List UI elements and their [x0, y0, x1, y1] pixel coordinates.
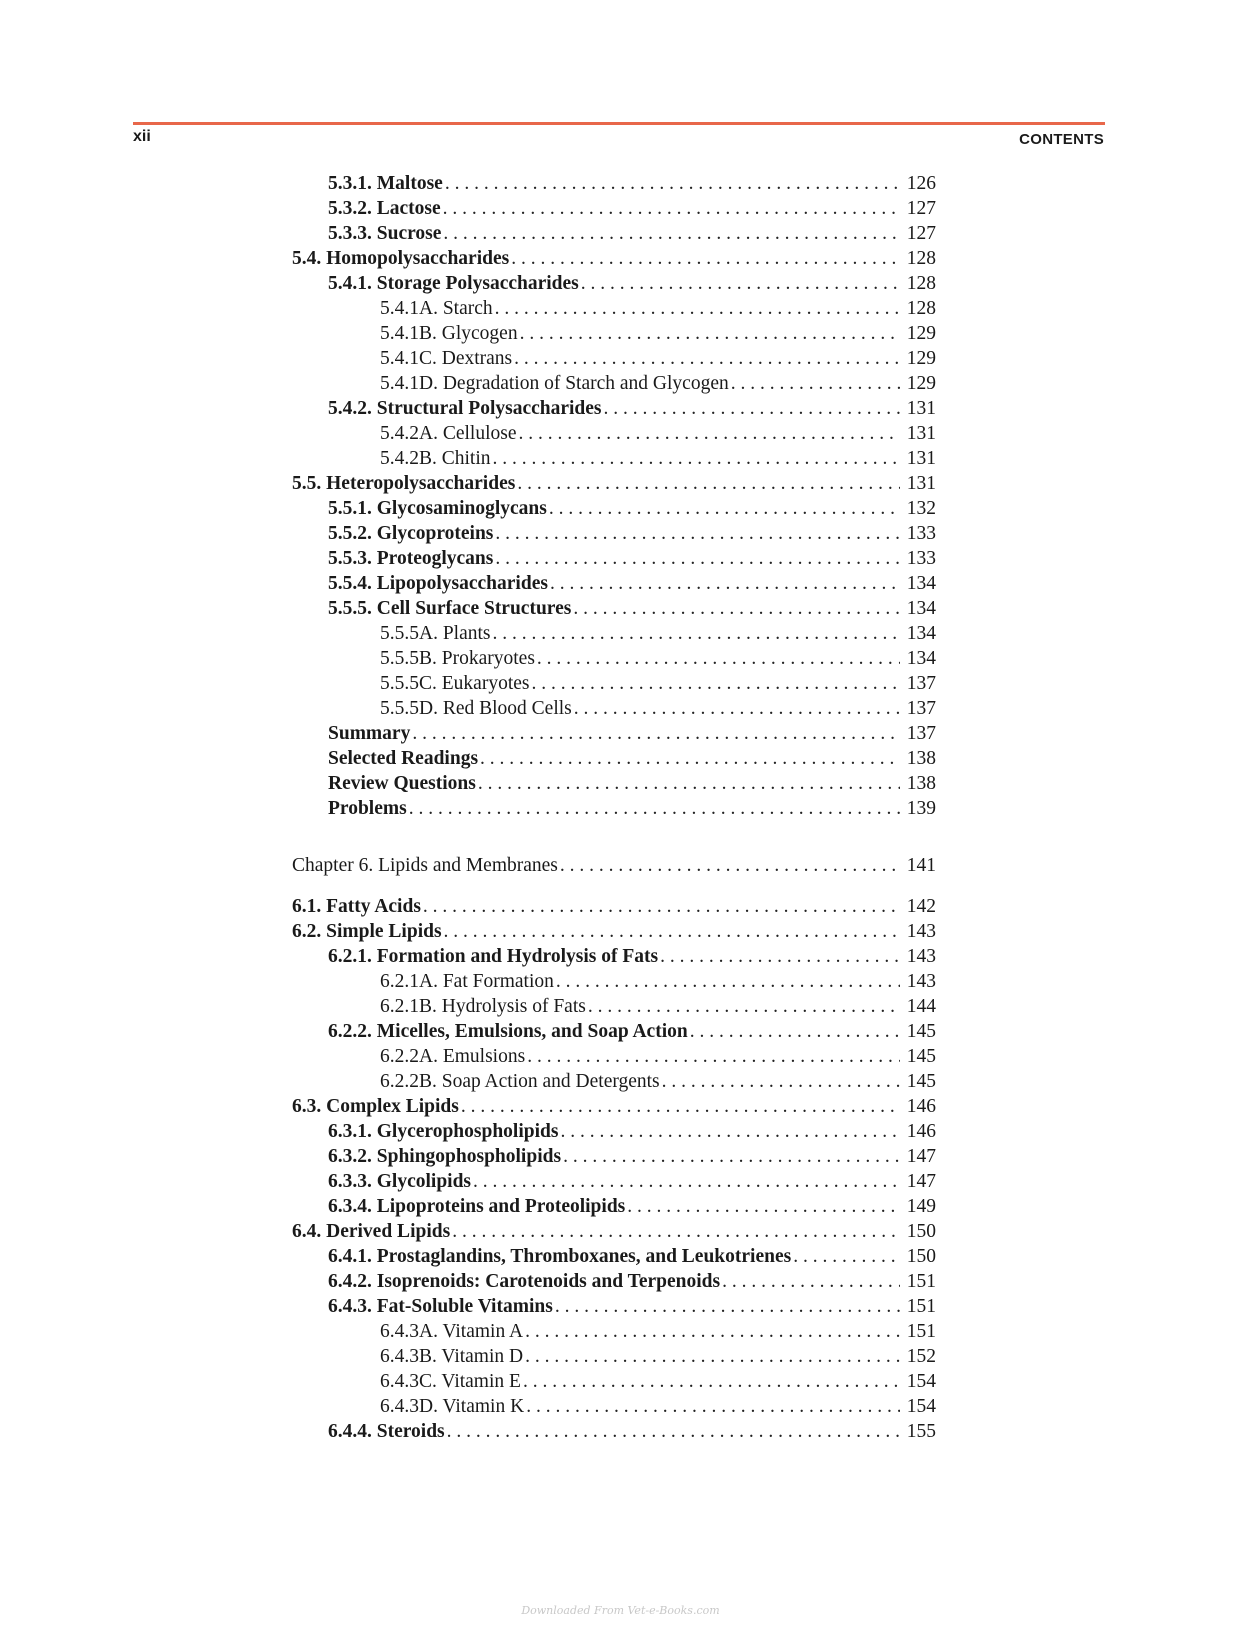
- toc-entry[interactable]: [380, 648, 936, 673]
- dot-leader: [443, 223, 900, 245]
- toc-entry[interactable]: [328, 398, 936, 423]
- toc-entry[interactable]: [328, 1271, 936, 1296]
- toc-entry-title: 6.3.3. Glycolipids: [328, 1171, 472, 1192]
- dot-leader: [627, 1196, 900, 1218]
- toc-entry-title: 5.5.3. Proteoglycans: [328, 548, 494, 569]
- toc-entry[interactable]: [328, 573, 936, 598]
- dot-leader: [525, 1321, 900, 1343]
- toc-entry-title: 5.5. Heteropolysaccharides: [292, 473, 516, 494]
- toc-entry-title: Summary: [328, 723, 411, 744]
- toc-entry-page: 131: [906, 398, 936, 419]
- toc-entry-title: 5.4.2B. Chitin: [380, 448, 491, 469]
- dot-leader: [690, 1021, 900, 1043]
- toc-entry-page: 144: [906, 996, 936, 1017]
- toc-entry[interactable]: [292, 248, 936, 273]
- dot-leader: [423, 896, 900, 918]
- toc-entry-title: Chapter 6. Lipids and Membranes: [292, 855, 558, 876]
- toc-entry-page: 139: [906, 798, 936, 819]
- toc-entry[interactable]: [328, 1171, 936, 1196]
- toc-entry-title: 6.3.2. Sphingophospholipids: [328, 1146, 562, 1167]
- toc-entry-page: 150: [906, 1221, 936, 1242]
- page-number: xii: [133, 128, 151, 145]
- toc-entry-page: 145: [906, 1021, 936, 1042]
- toc-entry-page: 128: [906, 248, 936, 269]
- dot-leader: [444, 921, 900, 943]
- toc-entry[interactable]: [328, 173, 936, 198]
- toc-entry[interactable]: [328, 946, 936, 971]
- toc-entry[interactable]: [380, 1321, 936, 1346]
- dot-leader: [560, 855, 900, 877]
- dot-leader: [526, 1396, 900, 1418]
- toc-entry[interactable]: [328, 523, 936, 548]
- toc-entry[interactable]: [328, 273, 936, 298]
- header-rule: [133, 122, 1105, 125]
- toc-entry-page: 150: [906, 1246, 936, 1267]
- dot-leader: [517, 473, 900, 495]
- toc-entry-page: 154: [906, 1371, 936, 1392]
- toc-entry-title: 6.3.1. Glycerophospholipids: [328, 1121, 559, 1142]
- toc-entry-page: 143: [906, 921, 936, 942]
- toc-entry[interactable]: [292, 1096, 936, 1121]
- dot-leader: [443, 198, 900, 220]
- toc-entry-page: 129: [906, 323, 936, 344]
- dot-leader: [573, 598, 900, 620]
- toc-entry-title: 6.4.1. Prostaglandins, Thromboxanes, and Leukotrienes: [328, 1246, 792, 1267]
- dot-leader: [447, 1421, 900, 1443]
- toc-entry-page: 146: [906, 1096, 936, 1117]
- toc-entry[interactable]: [380, 298, 936, 323]
- dot-leader: [514, 348, 900, 370]
- toc-entry-title: 6.2. Simple Lipids: [292, 921, 442, 942]
- toc-entry[interactable]: [380, 1371, 936, 1396]
- toc-entry-page: 141: [906, 855, 936, 876]
- dot-leader: [731, 373, 900, 395]
- dot-leader: [537, 648, 900, 670]
- dot-leader: [495, 548, 900, 570]
- toc-entry-page: 145: [906, 1071, 936, 1092]
- toc-entry-page: 137: [906, 673, 936, 694]
- toc-entry-page: 151: [906, 1321, 936, 1342]
- toc-entry[interactable]: [328, 598, 936, 623]
- toc-entry-title: 6.3. Complex Lipids: [292, 1096, 459, 1117]
- dot-leader: [478, 773, 900, 795]
- toc-entry[interactable]: [380, 1071, 936, 1096]
- toc-entry-title: 6.2.2. Micelles, Emulsions, and Soap Action: [328, 1021, 688, 1042]
- toc-entry[interactable]: [292, 473, 936, 498]
- toc-entry-page: 143: [906, 946, 936, 967]
- toc-entry-title: 6.4.4. Steroids: [328, 1421, 445, 1442]
- toc-entry-page: 134: [906, 648, 936, 669]
- dot-leader: [560, 1121, 900, 1143]
- toc-entry-title: Selected Readings: [328, 748, 479, 769]
- toc-entry-page: 137: [906, 723, 936, 744]
- toc-entry-page: 133: [906, 523, 936, 544]
- dot-leader: [549, 498, 900, 520]
- toc-entry-page: 129: [906, 348, 936, 369]
- toc-chapter-entry[interactable]: [292, 855, 936, 880]
- toc-entry-page: 138: [906, 748, 936, 769]
- dot-leader: [662, 1071, 900, 1093]
- toc-entry-title: 6.2.1A. Fat Formation: [380, 971, 554, 992]
- toc-entry-page: 133: [906, 548, 936, 569]
- toc-entry[interactable]: [380, 623, 936, 648]
- dot-leader: [722, 1271, 900, 1293]
- toc-entry[interactable]: [328, 1246, 936, 1271]
- dot-leader: [574, 698, 900, 720]
- toc-entry-title: 6.1. Fatty Acids: [292, 896, 421, 917]
- toc-entry-title: 5.5.2. Glycoproteins: [328, 523, 494, 544]
- toc-entry-title: 5.4.1C. Dextrans: [380, 348, 513, 369]
- toc-entry[interactable]: [328, 548, 936, 573]
- toc-entry-title: 6.2.2A. Emulsions: [380, 1046, 526, 1067]
- toc-entry[interactable]: [328, 723, 936, 748]
- toc-entry-title: 6.4.2. Isoprenoids: Carotenoids and Terpenoids: [328, 1271, 721, 1292]
- toc-entry-title: 5.4.1B. Glycogen: [380, 323, 518, 344]
- dot-leader: [461, 1096, 900, 1118]
- dot-leader: [511, 248, 900, 270]
- toc-entry[interactable]: [328, 748, 936, 773]
- dot-leader: [550, 573, 900, 595]
- toc-entry[interactable]: [380, 996, 936, 1021]
- toc-entry[interactable]: [292, 921, 936, 946]
- toc-entry[interactable]: [380, 1046, 936, 1071]
- toc-entry-page: 142: [906, 896, 936, 917]
- dot-leader: [660, 946, 900, 968]
- toc-entry[interactable]: [328, 1021, 936, 1046]
- toc-entry[interactable]: [328, 223, 936, 248]
- toc-entry[interactable]: [380, 971, 936, 996]
- dot-leader: [525, 1346, 900, 1368]
- toc-entry-title: Review Questions: [328, 773, 476, 794]
- dot-leader: [555, 1296, 900, 1318]
- toc-entry-title: 6.4.3. Fat-Soluble Vitamins: [328, 1296, 553, 1317]
- toc-entry-title: 5.3.2. Lactose: [328, 198, 441, 219]
- toc-entry-title: 6.4.3B. Vitamin D: [380, 1346, 524, 1367]
- toc-entry-page: 154: [906, 1396, 936, 1417]
- toc-entry-page: 132: [906, 498, 936, 519]
- toc-entry-page: 131: [906, 473, 936, 494]
- toc-entry[interactable]: [380, 373, 936, 398]
- toc-entry-title: 5.4.2. Structural Polysaccharides: [328, 398, 602, 419]
- toc-entry-title: 6.3.4. Lipoproteins and Proteolipids: [328, 1196, 626, 1217]
- dot-leader: [588, 996, 900, 1018]
- dot-leader: [445, 173, 900, 195]
- dot-leader: [520, 323, 900, 345]
- toc-entry-title: 6.2.1B. Hydrolysis of Fats: [380, 996, 586, 1017]
- toc-entry-title: 5.5.1. Glycosaminoglycans: [328, 498, 547, 519]
- toc-entry-page: 128: [906, 298, 936, 319]
- toc-entry[interactable]: [380, 673, 936, 698]
- dot-leader: [473, 1171, 900, 1193]
- toc-entry-page: 131: [906, 423, 936, 444]
- toc-entry-title: 5.4.1A. Starch: [380, 298, 493, 319]
- toc-entry-title: 5.5.5C. Eukaryotes: [380, 673, 530, 694]
- dot-leader: [793, 1246, 900, 1268]
- toc-entry-page: 127: [906, 198, 936, 219]
- toc-entry-page: 145: [906, 1046, 936, 1067]
- toc-entry-title: 6.2.2B. Soap Action and Detergents: [380, 1071, 660, 1092]
- toc-entry-title: Problems: [328, 798, 407, 819]
- toc-entry-page: 147: [906, 1146, 936, 1167]
- toc-entry-title: 5.3.3. Sucrose: [328, 223, 442, 244]
- toc-entry-title: 5.3.1. Maltose: [328, 173, 443, 194]
- toc-entry[interactable]: [292, 896, 936, 921]
- footer-watermark: Downloaded From Vet-e-Books.com: [521, 1604, 720, 1617]
- toc-entry[interactable]: [380, 423, 936, 448]
- dot-leader: [493, 623, 900, 645]
- dot-leader: [523, 1371, 900, 1393]
- dot-leader: [412, 723, 900, 745]
- toc-entry[interactable]: [328, 773, 936, 798]
- toc-entry-page: 126: [906, 173, 936, 194]
- toc-entry-title: 5.4. Homopolysaccharides: [292, 248, 510, 269]
- dot-leader: [480, 748, 900, 770]
- toc-entry[interactable]: [380, 1396, 936, 1421]
- dot-leader: [604, 398, 900, 420]
- toc-entry-title: 5.5.5. Cell Surface Structures: [328, 598, 572, 619]
- dot-leader: [556, 971, 900, 993]
- toc-entry-page: 127: [906, 223, 936, 244]
- running-head: CONTENTS: [1019, 131, 1104, 148]
- toc-entry-title: 5.5.5D. Red Blood Cells: [380, 698, 572, 719]
- toc-entry-title: 5.4.1. Storage Polysaccharides: [328, 273, 579, 294]
- toc-entry-page: 149: [906, 1196, 936, 1217]
- toc-entry-title: 6.4.3C. Vitamin E: [380, 1371, 521, 1392]
- toc-entry-page: 134: [906, 573, 936, 594]
- toc-entry-page: 151: [906, 1296, 936, 1317]
- toc-entry[interactable]: [328, 498, 936, 523]
- toc-entry-title: 5.5.5B. Prokaryotes: [380, 648, 535, 669]
- toc-entry[interactable]: [328, 1121, 936, 1146]
- toc-entry-page: 134: [906, 623, 936, 644]
- dot-leader: [495, 523, 900, 545]
- toc-entry-page: 147: [906, 1171, 936, 1192]
- dot-leader: [563, 1146, 900, 1168]
- toc-entry-title: 5.4.2A. Cellulose: [380, 423, 517, 444]
- toc-entry[interactable]: [328, 1421, 936, 1446]
- toc-entry-title: 6.4.3D. Vitamin K: [380, 1396, 525, 1417]
- dot-leader: [519, 423, 901, 445]
- toc-entry-title: 6.4. Derived Lipids: [292, 1221, 451, 1242]
- toc-entry-title: 5.4.1D. Degradation of Starch and Glycogen: [380, 373, 729, 394]
- toc-entry-page: 155: [906, 1421, 936, 1442]
- dot-leader: [531, 673, 900, 695]
- toc-entry-title: 6.4.3A. Vitamin A: [380, 1321, 524, 1342]
- toc-entry[interactable]: [328, 1146, 936, 1171]
- toc-entry[interactable]: [380, 1346, 936, 1371]
- toc-entry[interactable]: [328, 798, 936, 823]
- toc-entry[interactable]: [328, 1196, 936, 1221]
- toc-entry[interactable]: [380, 348, 936, 373]
- toc-entry[interactable]: [328, 1296, 936, 1321]
- toc-entry-page: 151: [906, 1271, 936, 1292]
- toc-entry-page: 143: [906, 971, 936, 992]
- toc-entry-title: 6.2.1. Formation and Hydrolysis of Fats: [328, 946, 659, 967]
- toc-entry-title: 5.5.4. Lipopolysaccharides: [328, 573, 548, 594]
- dot-leader: [409, 798, 900, 820]
- toc-entry[interactable]: [292, 1221, 936, 1246]
- toc-entry[interactable]: [380, 698, 936, 723]
- toc-entry[interactable]: [328, 198, 936, 223]
- toc-entry-page: 128: [906, 273, 936, 294]
- dot-leader: [493, 448, 900, 470]
- toc-entry[interactable]: [380, 323, 936, 348]
- dot-leader: [527, 1046, 900, 1068]
- toc-entry-title: 5.5.5A. Plants: [380, 623, 491, 644]
- dot-leader: [495, 298, 900, 320]
- toc-entry-page: 134: [906, 598, 936, 619]
- toc-entry-page: 152: [906, 1346, 936, 1367]
- dot-leader: [581, 273, 900, 295]
- toc-entry-page: 129: [906, 373, 936, 394]
- toc-entry-page: 131: [906, 448, 936, 469]
- dot-leader: [452, 1221, 900, 1243]
- toc-entry-page: 138: [906, 773, 936, 794]
- toc-entry-page: 146: [906, 1121, 936, 1142]
- toc-entry[interactable]: [380, 448, 936, 473]
- toc-entry-page: 137: [906, 698, 936, 719]
